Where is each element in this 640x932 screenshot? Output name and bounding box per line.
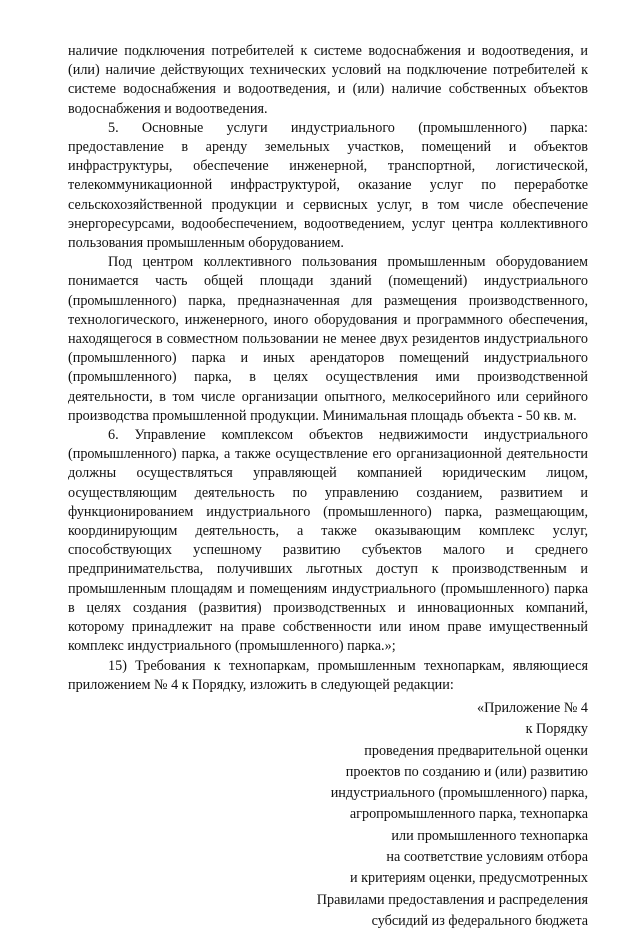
appendix-line: агропромышленного парка, технопарка xyxy=(349,806,588,823)
appendix-line: проведения предварительной оценки xyxy=(364,742,588,759)
appendix-line: на соответствие условиям отбора xyxy=(386,848,588,865)
appendix-line: к Порядку xyxy=(525,721,588,738)
appendix-line: индустриального (промышленного) парка, xyxy=(330,785,588,802)
appendix-line: проектов по созданию и (или) развитию xyxy=(345,763,588,780)
paragraph-6-management: 6. Управление комплексом объектов недвижимости индустриального (промышленного) парка, а также осуществление его организационной деятельности должны осуществляться управляющей компанией юридическим лицом, осуществляющим деятельность по управлению созданием, развитием и функционированием индустриального (промышленного) парка, размещающим, координирующим деятельность, а также оказывающим комплекс услуг, способствующих успешному развитию субъектов малого и среднего предпринимательства, получивших льготных доступ к производственным и промышленным площадям и помещениям индустриального (промышленного) парка в целях создания (развития) производственных и инновационных компаний, которому принадлежит на праве собственности или ином праве имущественный комплекс индустриального (промышленного) парка.»; xyxy=(68,427,588,655)
appendix-header-block xyxy=(68,698,588,932)
appendix-line: и критериям оценки, предусмотренных xyxy=(350,870,588,887)
paragraph-5-main-services: 5. Основные услуги индустриального (промышленного) парка: предоставление в аренду земельных участков, помещений и объектов инфраструктуры, обеспечение инженерной, транспортной, логистической, телекоммуникационной инфраструктурой, оказание услуг по переработке сельскохозяйственной продукции и сервисных услуг, в том числе обеспечение энергоресурсами, водообеспечением, водоотведением, услуг центра коллективного пользования промышленным оборудованием. xyxy=(68,119,588,252)
appendix-line: или промышленного технопарка xyxy=(391,827,588,844)
paragraph-shared-equipment-center: Под центром коллективного пользования промышленным оборудованием понимается часть общей площади зданий (помещений) индустриального (промышленного) парка, предназначенная для размещения производственного, технологического, инженерного, иного оборудования и программного обеспечения, находящегося в совместном пользовании не менее двух резидентов индустриального (промышленного) парка и иных арендаторов помещений индустриального (промышленного) парка, в целях осуществления ими производственной деятельности, в том числе организации опытного, мелкосерийного или серийного производства промышленной продукции. Минимальная площадь объекта - 50 кв. м. xyxy=(68,254,588,424)
document-page xyxy=(68,42,588,932)
appendix-line: «Приложение № 4 xyxy=(477,699,588,716)
paragraph-water-supply: наличие подключения потребителей к системе водоснабжения и водоотведения, и (или) наличие действующих технических условий на подключение потребителей к системе водоснабжения и водоотведения, и (или) наличие собственных объектов водоснабжения и водоотведения. xyxy=(68,43,588,117)
appendix-line: субсидий из федерального бюджета xyxy=(371,912,588,929)
paragraph-15-technoparks: 15) Требования к технопаркам, промышленным технопаркам, являющиеся приложением № 4 к Порядку, изложить в следующей редакции: xyxy=(68,657,588,693)
appendix-line: Правилами предоставления и распределения xyxy=(316,891,588,908)
